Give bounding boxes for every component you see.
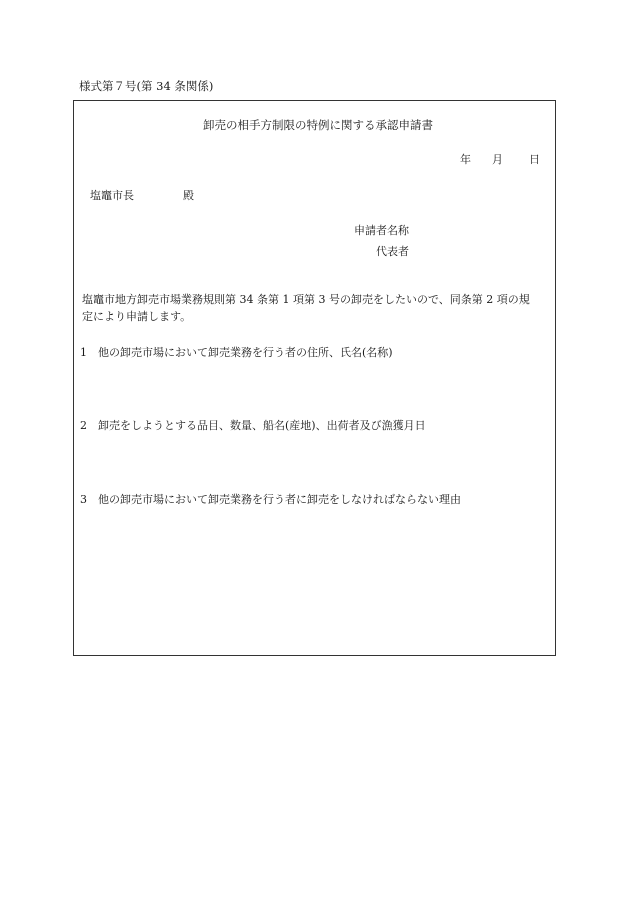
representative-label: 代表者 bbox=[376, 245, 409, 258]
form-title: 卸売の相手方制限の特例に関する承認申請書 bbox=[203, 118, 433, 132]
form-box bbox=[73, 100, 556, 656]
body-text-line-1: 塩竈市地方卸売市場業務規則第 34 条第 1 項第 3 号の卸売をしたいので、同条第 2 項の規 bbox=[82, 293, 530, 306]
item-1-other-market-wholesaler: 1 他の卸売市場において卸売業務を行う者の住所、氏名(名称) bbox=[80, 346, 393, 359]
form-number: 様式第７号(第 34 条関係) bbox=[79, 79, 214, 93]
body-text-line-2: 定により申請します。 bbox=[82, 310, 192, 323]
item-2-goods-details: 2 卸売をしようとする品目、数量、船名(産地)、出荷者及び漁獲月日 bbox=[80, 419, 426, 432]
honorific: 殿 bbox=[183, 189, 194, 202]
date-year-label: 年 bbox=[460, 153, 471, 166]
date-day-label: 日 bbox=[529, 153, 540, 166]
item-3-reason: 3 他の卸売市場において卸売業務を行う者に卸売をしなければならない理由 bbox=[80, 493, 461, 506]
addressee: 塩竈市長 bbox=[90, 189, 134, 202]
date-month-label: 月 bbox=[492, 153, 503, 166]
applicant-name-label: 申請者名称 bbox=[354, 224, 409, 237]
